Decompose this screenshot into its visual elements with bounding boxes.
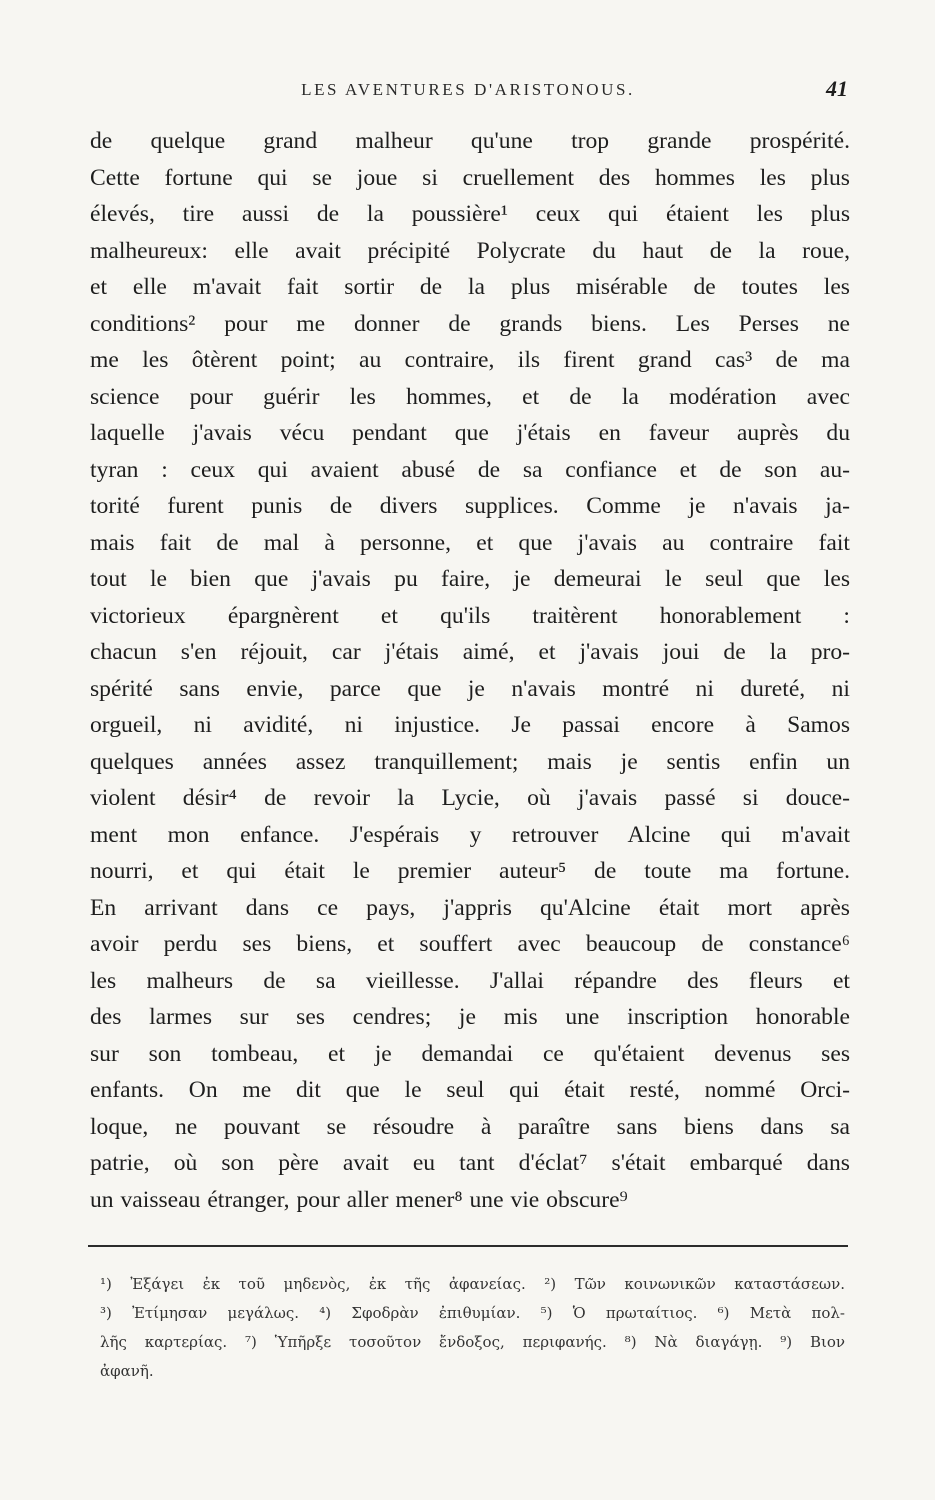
running-title: LES AVENTURES D'ARISTONOUS. <box>301 80 635 99</box>
footnote-divider <box>88 1245 848 1247</box>
text-line: tout le bien que j'avais pu faire, je demeurai le seul que les <box>90 566 850 592</box>
text-line: patrie, où son père avait eu tant d'éclat⁷ s'était embarqué dans <box>90 1150 850 1176</box>
footnote-line: ¹) Ἐξάγει ἐκ τοῦ μηδενὸς, ἐκ τῆς ἀφανείας. ²) Τῶν κοινωνικῶν καταστάσεων. <box>100 1275 845 1293</box>
text-line: et elle m'avait fait sortir de la plus misérable de toutes les <box>90 274 850 300</box>
text-line: torité furent punis de divers supplices. Comme je n'avais ja- <box>90 493 850 519</box>
footnote-line: λῆς καρτερίας. ⁷) Ὑπῆρξε τοσοῦτον ἔνδοξος, περιφανής. ⁸) Νὰ διαγάγῃ. ⁹) Βιον <box>100 1333 845 1351</box>
text-line: enfants. On me dit que le seul qui était resté, nommé Orci- <box>90 1077 850 1103</box>
text-line: laquelle j'avais vécu pendant que j'étais en faveur auprès du <box>90 420 850 446</box>
text-line: victorieux épargnèrent et qu'ils traitèrent honorablement : <box>90 602 850 629</box>
text-line: quelques années assez tranquillement; mais je sentis enfin un <box>90 748 850 775</box>
text-line: Cette fortune qui se joue si cruellement des hommes les plus <box>90 164 850 191</box>
text-line: mais fait de mal à personne, et que j'avais au contraire fait <box>90 529 850 556</box>
text-line: des larmes sur ses cendres; je mis une inscription honorable <box>90 1004 850 1030</box>
text-line: élevés, tire aussi de la poussière¹ ceux qui étaient les plus <box>90 201 850 227</box>
text-line: nourri, et qui était le premier auteur⁵ de toute ma fortune. <box>90 858 850 884</box>
text-line: sur son tombeau, et je demandai ce qu'étaient devenus ses <box>90 1040 850 1067</box>
text-line: En arrivant dans ce pays, j'appris qu'Alcine était mort après <box>90 894 850 921</box>
text-line: me les ôtèrent point; au contraire, ils firent grand cas³ de ma <box>90 347 850 373</box>
text-line: de quelque grand malheur qu'une trop grande prospérité. <box>90 128 850 154</box>
text-line: orgueil, ni avidité, ni injustice. Je passai encore à Samos <box>90 712 850 738</box>
text-line: avoir perdu ses biens, et souffert avec beaucoup de constance⁶ <box>90 931 850 957</box>
text-line: les malheurs de sa vieillesse. J'allai répandre des fleurs et <box>90 967 850 994</box>
footnote-line: ³) Ἐτίμησαν μεγάλως. ⁴) Σφοδρὰν ἐπιθυμίαν. ⁵) Ὁ πρωταίτιος. ⁶) Μετὰ πολ- <box>100 1304 845 1322</box>
text-line: chacun s'en réjouit, car j'étais aimé, et j'avais joui de la pro- <box>90 639 850 665</box>
text-line: un vaisseau étranger, pour aller mener⁸ une vie obscure⁹ <box>90 1186 628 1213</box>
text-line: ment mon enfance. J'espérais y retrouver Alcine qui m'avait <box>90 821 850 848</box>
footnotes <box>100 1270 845 1386</box>
text-line: tyran : ceux qui avaient abusé de sa confiance et de son au- <box>90 456 850 483</box>
text-line: violent désir⁴ de revoir la Lycie, où j'avais passé si douce- <box>90 785 850 811</box>
body-text <box>90 123 850 1218</box>
text-line: malheureux: elle avait précipité Polycrate du haut de la roue, <box>90 237 850 264</box>
running-head <box>88 76 848 110</box>
footnote-line: ἀφανῆ. <box>100 1362 154 1380</box>
page-number: 41 <box>826 76 848 101</box>
text-line: science pour guérir les hommes, et de la modération avec <box>90 383 850 410</box>
text-line: spérité sans envie, parce que je n'avais montré ni dureté, ni <box>90 675 850 702</box>
text-line: loque, ne pouvant se résoudre à paraître sans biens dans sa <box>90 1113 850 1140</box>
text-line: conditions² pour me donner de grands biens. Les Perses ne <box>90 310 850 337</box>
